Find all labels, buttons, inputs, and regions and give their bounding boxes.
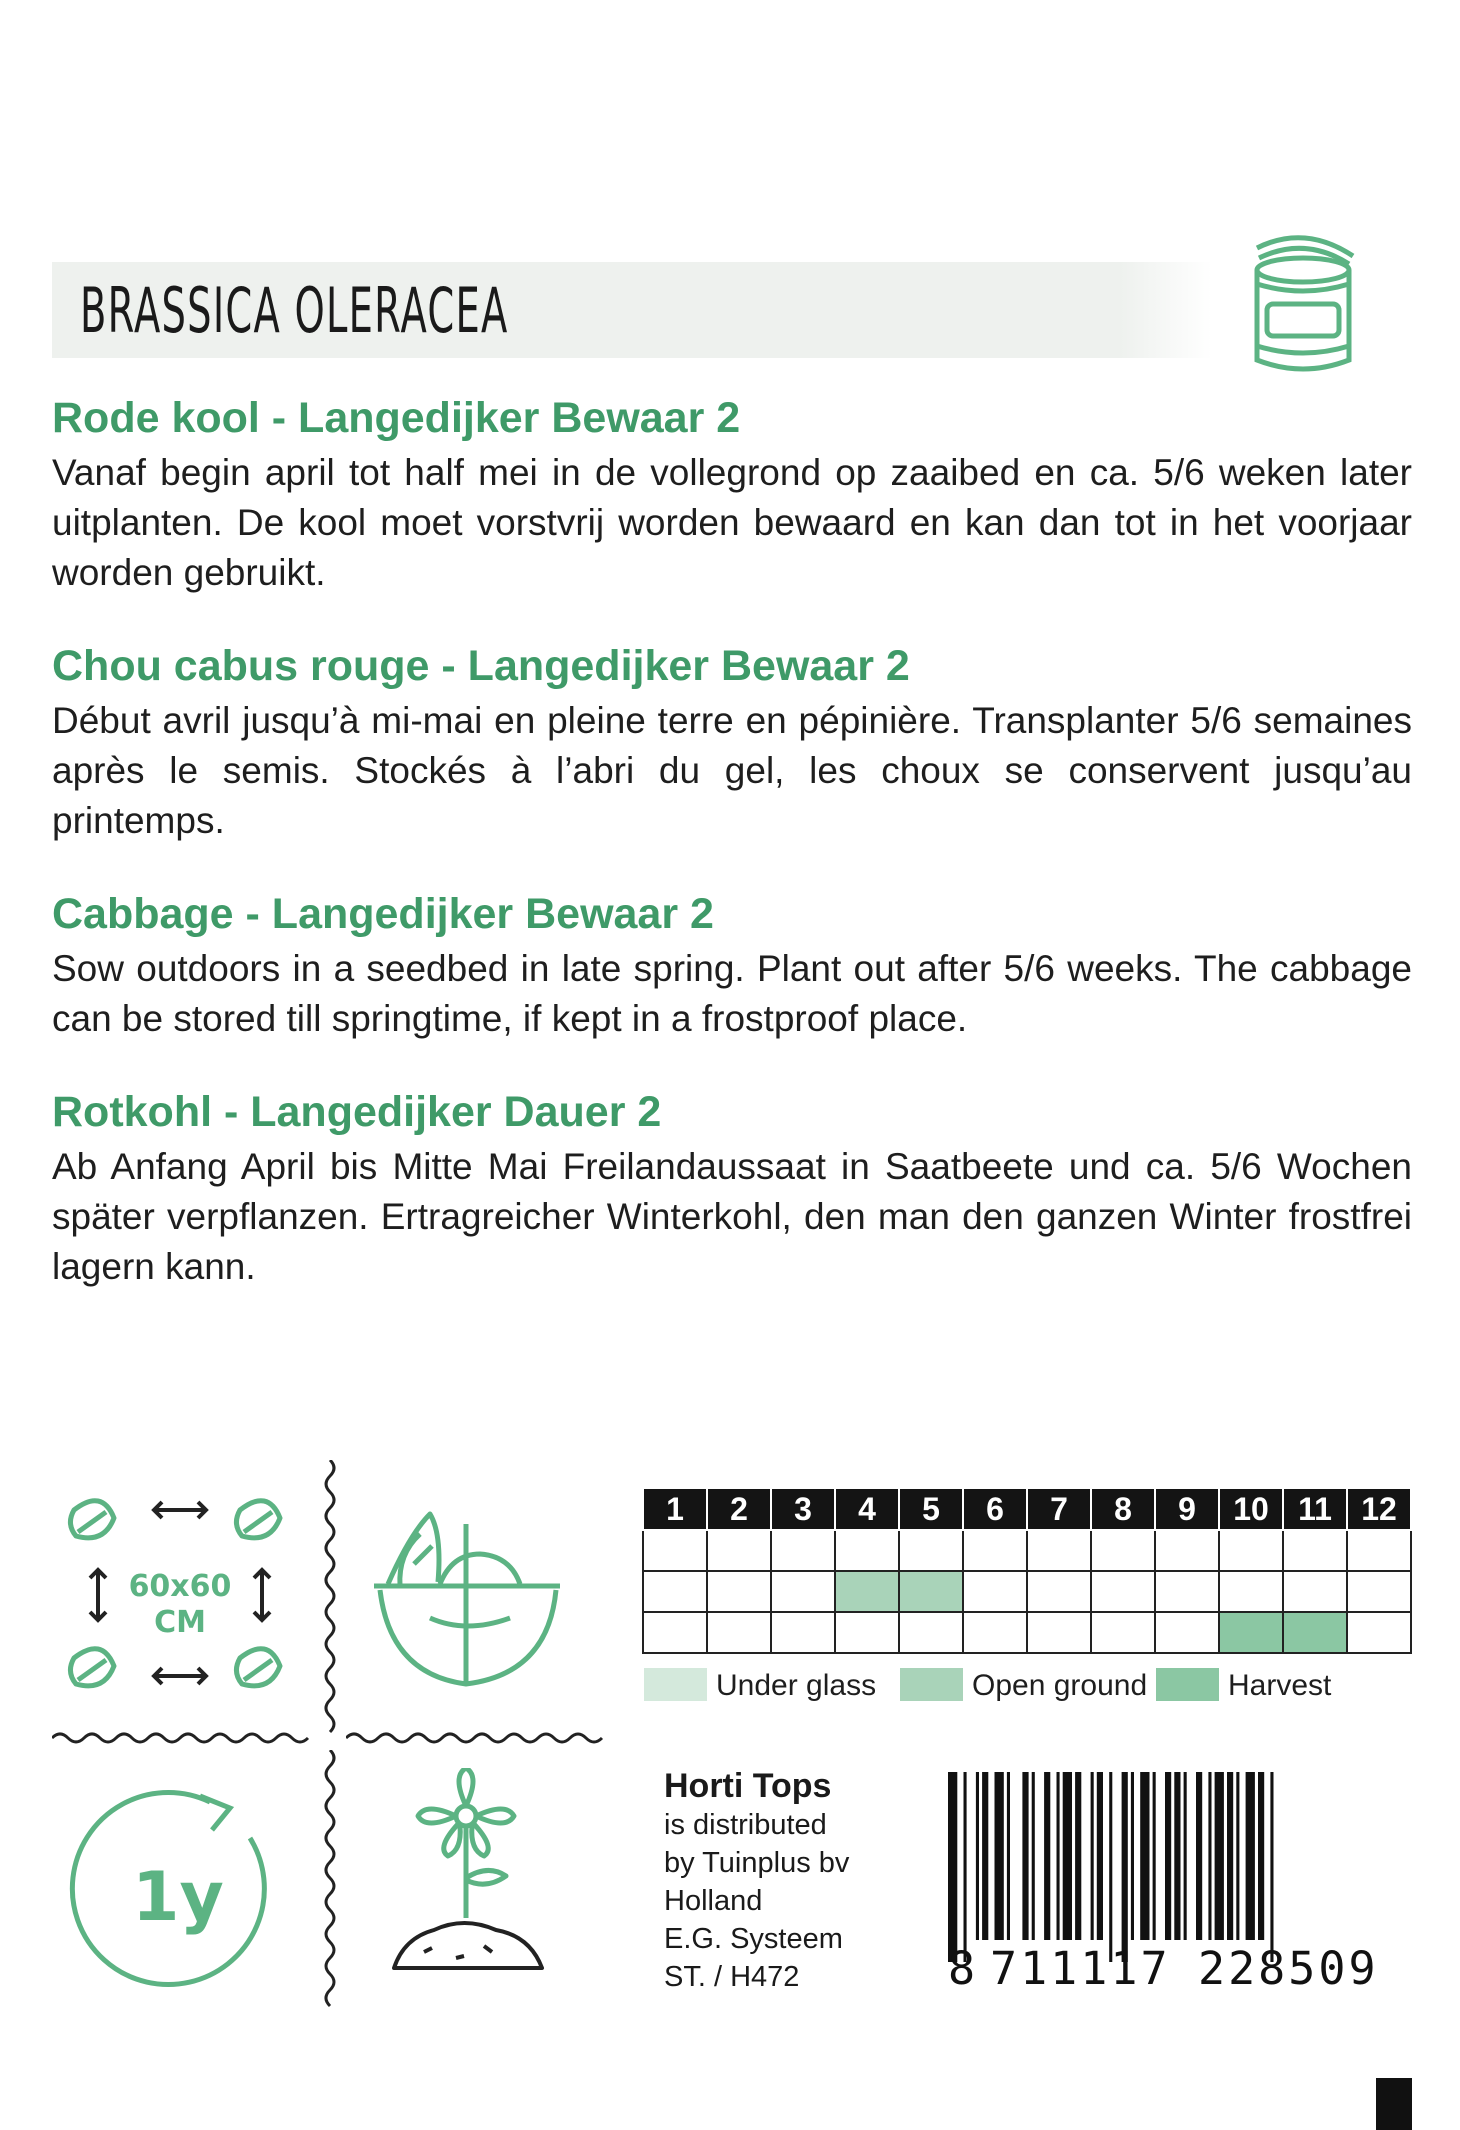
ean-barcode [948,1772,1410,1962]
print-registration-mark [1376,2078,1412,2130]
calendar-cell [707,1571,771,1612]
barcode-left-group: 711117 [990,1942,1171,1995]
spacing-unit: CM [154,1605,206,1640]
section-title: Rode kool - Langedijker Bewaar 2 [52,394,741,442]
distributor-line: is distributed [664,1809,827,1841]
barcode-bar [995,1772,1004,1940]
section-body: Vanaf begin april tot half mei in de vollegrond op zaaibed en ca. 5/6 weken later uitplanten. De kool moet vorstvrij worden bewaard en kan dan tot in het voorjaar worden gebruikt. [52,452,1412,593]
section-title: Rotkohl - Langedijker Dauer 2 [52,1088,662,1136]
barcode-bar [1057,1772,1060,1940]
calendar-cell [835,1571,899,1612]
barcode-bar [1215,1772,1224,1940]
wavy-divider-vertical [318,1460,342,1740]
calendar-cell [835,1612,899,1653]
month-header-6: 6 [963,1488,1027,1530]
barcode-bar [1044,1772,1050,1940]
section-german [52,1086,1412,1292]
month-header-5: 5 [899,1488,963,1530]
month-header-11: 11 [1283,1488,1347,1530]
distributor-line: E.G. Systeem [664,1923,843,1955]
lifecycle-label: 1y [132,1858,224,1937]
calendar-cell [771,1612,835,1653]
calendar-cell [899,1530,963,1571]
calendar-cell [899,1571,963,1612]
lifecycle-1y-icon [60,1782,290,2002]
calendar-cell [1027,1530,1091,1571]
plant-spacing-icon [62,1488,292,1708]
wavy-divider-horizontal [346,1728,608,1748]
calendar-cell [771,1530,835,1571]
species-name: BRASSICA OLERACEA [80,274,509,347]
calendar-cell [1219,1571,1283,1612]
distributor-line: by Tuinplus bv [664,1847,850,1879]
calendar-cell [963,1612,1027,1653]
calendar-cell [835,1530,899,1571]
legend-swatch [644,1668,707,1701]
barcode-bar [1184,1772,1187,1940]
sowing-calendar [642,1487,1412,1654]
barcode-bar [1007,1772,1010,1940]
calendar-cell [1027,1612,1091,1653]
barcode-bar [1258,1772,1264,1940]
barcode-first-digit: 8 [948,1942,976,1995]
barcode-bar [1236,1772,1239,1940]
barcode-right-group: 228509 [1198,1942,1379,1995]
barcode-bar [1270,1772,1273,1962]
legend-swatch [900,1668,963,1701]
barcode-number [948,1942,1410,1994]
barcode-bar [1140,1772,1149,1940]
section-body: Sow outdoors in a seedbed in late spring. Plant out after 5/6 weeks. The cabbage can be stored till springtime, if kept in a frostproof place. [52,948,1412,1039]
calendar-cell [1347,1571,1411,1612]
barcode-bar [1022,1772,1028,1940]
month-header-3: 3 [771,1488,835,1530]
barcode-bar [1174,1772,1180,1940]
brand-name: Horti Tops [664,1767,832,1805]
calendar-row-under-glass [643,1530,1411,1571]
month-header-8: 8 [1091,1488,1155,1530]
calendar-cell [643,1530,707,1571]
calendar-cell [1283,1530,1347,1571]
calendar-row-harvest [643,1612,1411,1653]
barcode-bar [1131,1772,1134,1940]
calendar-cell [1027,1571,1091,1612]
calendar-cell [707,1612,771,1653]
calendar-cell [1219,1612,1283,1653]
month-header-10: 10 [1219,1488,1283,1530]
barcode-bar [1091,1772,1094,1940]
section-title: Cabbage - Langedijker Bewaar 2 [52,890,714,938]
barcode-bar [948,1772,957,1962]
calendar-cell [1347,1612,1411,1653]
section-body: Ab Anfang April bis Mitte Mai Freilandaussaat in Saatbeete und ca. 5/6 Wochen später verpflanzen. Ertragreicher Winterkohl, den man den ganzen Winter frostfrei lagern kann. [52,1146,1412,1287]
spacing-value: 60x60 [128,1569,232,1604]
calendar-cell [1091,1530,1155,1571]
legend-label: Under glass [716,1669,877,1702]
distributor-line: ST. / H472 [664,1961,800,1993]
barcode-bar [976,1772,979,1940]
calendar-cell [1155,1612,1219,1653]
legend-swatch [1156,1668,1219,1701]
calendar-cell [963,1571,1027,1612]
wavy-divider-horizontal [52,1728,314,1748]
calendar-cell [771,1571,835,1612]
barcode-bar [1208,1772,1211,1940]
barcode-bar [1109,1772,1112,1962]
wavy-divider-vertical [318,1750,342,2020]
calendar-cell [1219,1530,1283,1571]
calendar-cell [1155,1530,1219,1571]
calendar-cell [643,1612,707,1653]
barcode-bar [1165,1772,1171,1940]
month-header-2: 2 [707,1488,771,1530]
barcode-bar [1075,1772,1081,1940]
calendar-cell [1283,1612,1347,1653]
calendar-cell [1091,1612,1155,1653]
calendar-cell [1091,1571,1155,1612]
barcode-bar [1153,1772,1156,1940]
flower-sprout-icon [384,1768,564,1988]
section-body: Début avril jusqu’à mi-mai en pleine terre en pépinière. Transplanter 5/6 semaines après le semis. Stockés à l’abri du gel, les choux se conservent jusqu’au printemps. [52,700,1412,841]
barcode-bar [982,1772,988,1940]
section-french [52,640,1412,846]
calendar-body [643,1530,1411,1653]
section-english [52,888,1412,1044]
calendar-cell [643,1571,707,1612]
legend-label: Open ground [972,1669,1148,1702]
tin-can-icon [1245,228,1365,380]
barcode-bar [1032,1772,1035,1940]
legend-label: Harvest [1228,1669,1332,1702]
month-header-1: 1 [643,1488,707,1530]
section-title: Chou cabus rouge - Langedijker Bewaar 2 [52,642,910,690]
month-header-4: 4 [835,1488,899,1530]
barcode-bar [1196,1772,1202,1940]
month-header-7: 7 [1027,1488,1091,1530]
calendar-cell [1347,1530,1411,1571]
barcode-bar [1063,1772,1072,1940]
barcode-bar [1097,1772,1103,1940]
calendar-cell [963,1530,1027,1571]
distributor-info [664,1766,849,1996]
calendar-cell [899,1612,963,1653]
barcode-bar [1246,1772,1255,1940]
calendar-cell [1283,1571,1347,1612]
barcode-bar [1227,1772,1233,1940]
harvest-bowl-icon [370,1494,570,1694]
barcode-bar [964,1772,967,1962]
section-dutch [52,392,1412,598]
calendar-row-open-ground [643,1571,1411,1612]
distributor-line: Holland [664,1885,763,1917]
month-header-9: 9 [1155,1488,1219,1530]
calendar-cell [1155,1571,1219,1612]
barcode-bar [1122,1772,1128,1962]
calendar-cell [707,1530,771,1571]
month-header-row [643,1488,1411,1530]
month-header-12: 12 [1347,1488,1411,1530]
